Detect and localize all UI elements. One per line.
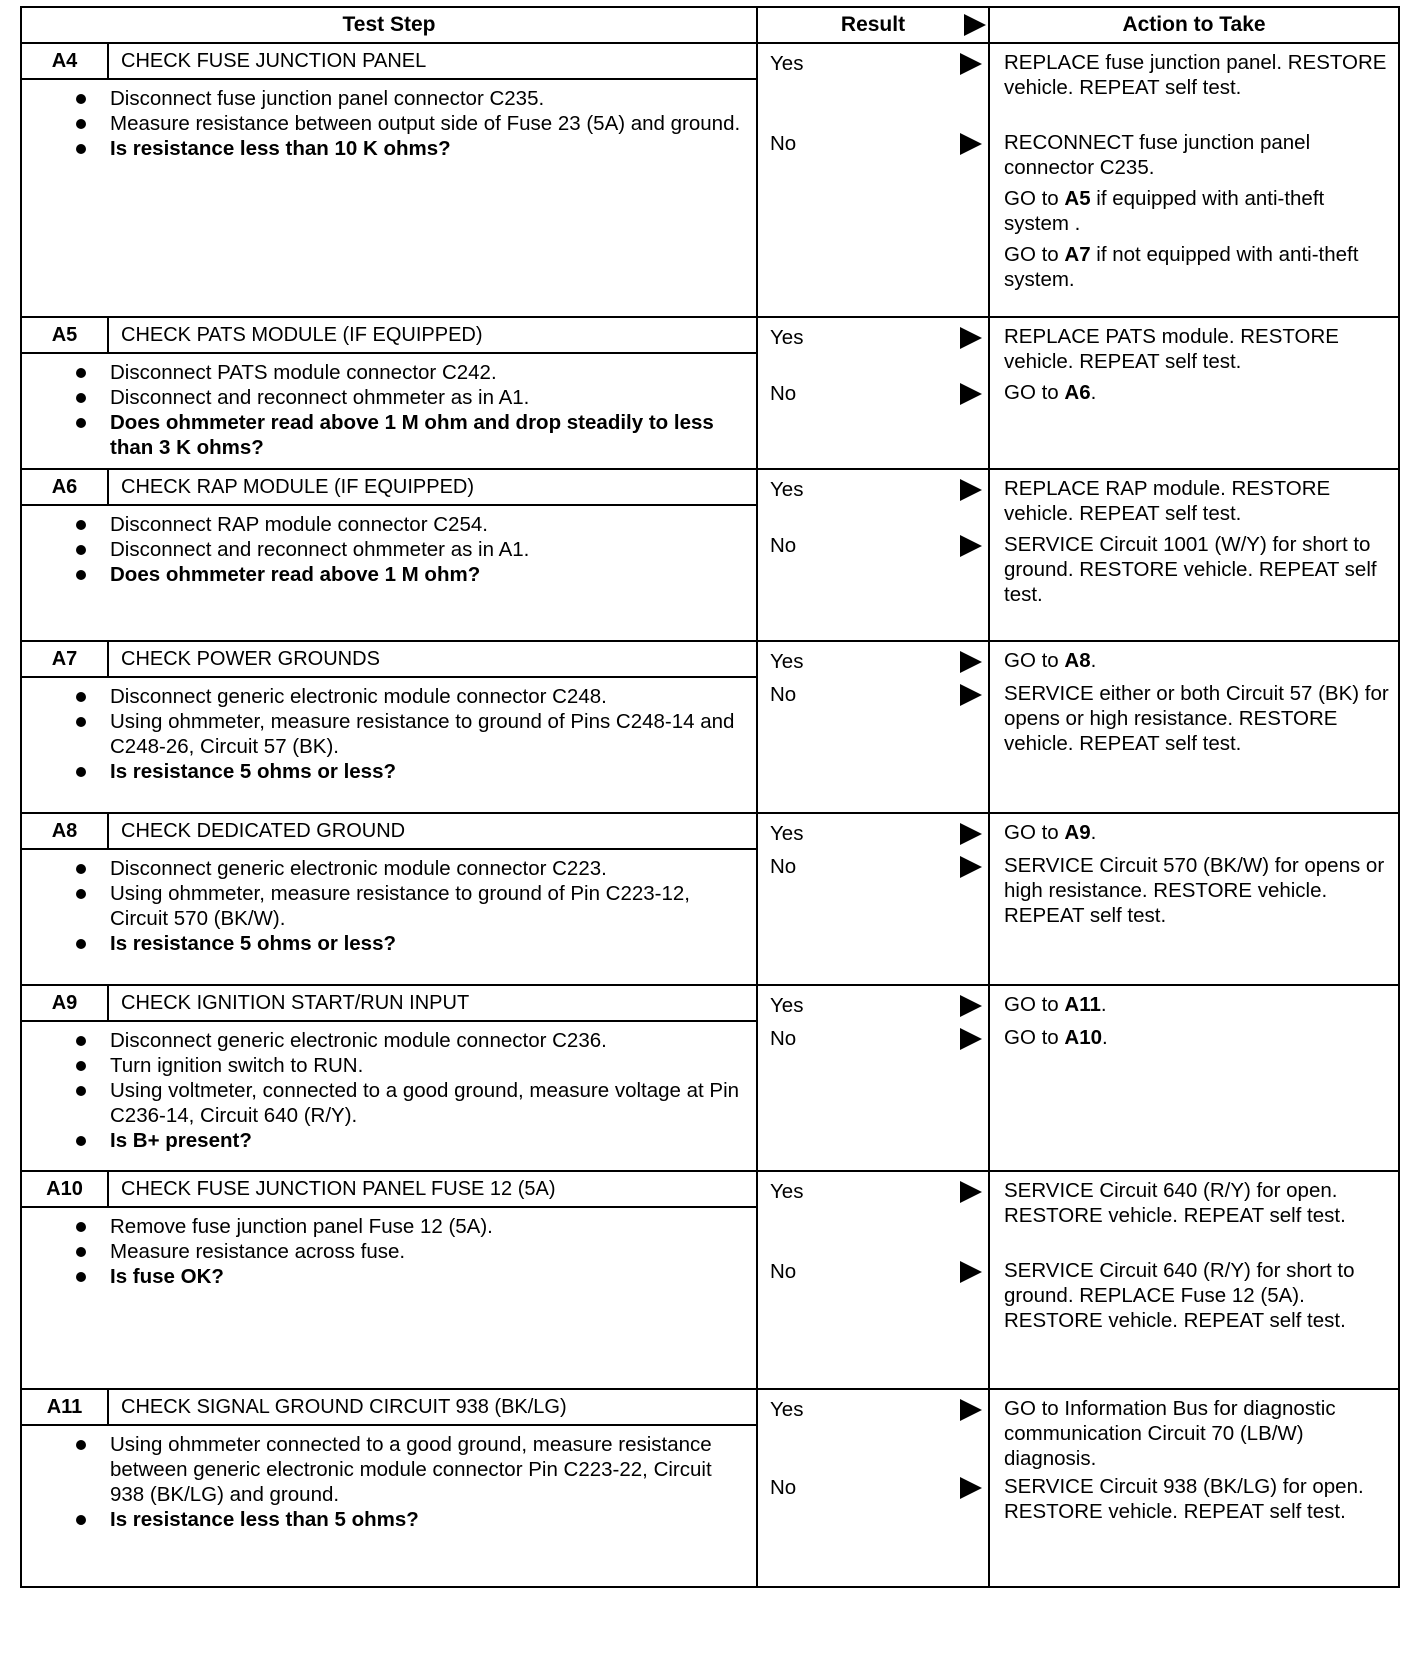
action-text: REPLACE PATS module. RESTORE vehicle. REPEAT self test. — [1004, 325, 1339, 373]
result-cell-a11 — [757, 1389, 989, 1587]
procedure-item: Measure resistance between output side of Fuse 23 (5A) and ground. — [110, 111, 748, 136]
arrow-right-icon — [960, 856, 982, 878]
arrow-right-icon — [960, 535, 982, 557]
arrow-right-icon — [964, 14, 986, 36]
action-cell-a11 — [989, 1389, 1399, 1587]
step-title-row — [21, 641, 1399, 677]
result-label: No — [770, 1260, 797, 1283]
result-label: No — [770, 683, 797, 706]
procedure-item: Using ohmmeter, measure resistance to ground of Pin C223-12, Circuit 570 (BK/W). — [110, 881, 748, 931]
arrow-right-icon — [960, 479, 982, 501]
step-title-row — [21, 985, 1399, 1021]
action-cell-a10 — [989, 1171, 1399, 1389]
step-title-a4: CHECK FUSE JUNCTION PANEL — [108, 43, 757, 79]
arrow-right-icon — [960, 383, 982, 405]
result-no — [770, 1476, 982, 1502]
result-yes — [770, 650, 982, 676]
procedure-question: Is resistance less than 5 ohms? — [110, 1507, 748, 1532]
procedure-list — [110, 1214, 748, 1289]
procedure-question: Is resistance less than 10 K ohms? — [110, 136, 748, 161]
step-procedure-a6 — [21, 505, 757, 641]
step-title-row — [21, 813, 1399, 849]
step-reference: A10 — [1064, 1026, 1102, 1049]
result-cell-a7 — [757, 641, 989, 813]
step-procedure-a5 — [21, 353, 757, 469]
procedure-list — [110, 684, 748, 784]
result-label: No — [770, 382, 797, 405]
procedure-item: Disconnect generic electronic module connector C248. — [110, 684, 748, 709]
result-label: Yes — [770, 650, 804, 673]
result-no — [770, 683, 982, 709]
step-reference: A11 — [1064, 993, 1101, 1016]
result-cell-a6 — [757, 469, 989, 641]
action-cell-a5 — [989, 317, 1399, 469]
result-cell-a10 — [757, 1171, 989, 1389]
result-yes — [770, 478, 982, 504]
result-yes — [770, 326, 982, 352]
procedure-question: Is resistance 5 ohms or less? — [110, 759, 748, 784]
step-title-a10: CHECK FUSE JUNCTION PANEL FUSE 12 (5A) — [108, 1171, 757, 1207]
action-no — [1004, 380, 1394, 411]
action-text: REPLACE RAP module. RESTORE vehicle. REPEAT self test. — [1004, 477, 1331, 525]
procedure-list — [110, 512, 748, 587]
action-yes — [1004, 992, 1394, 1023]
result-yes — [770, 822, 982, 848]
result-label: Yes — [770, 478, 804, 501]
step-title-a9: CHECK IGNITION START/RUN INPUT — [108, 985, 757, 1021]
step-id-a4: A4 — [21, 43, 108, 79]
step-procedure-a4 — [21, 79, 757, 317]
action-text: GO to A9. — [1004, 821, 1097, 844]
action-text: GO to Information Bus for diagnostic communication Circuit 70 (LB/W) diagnosis. — [1004, 1397, 1336, 1470]
procedure-item: Turn ignition switch to RUN. — [110, 1053, 748, 1078]
action-yes — [1004, 648, 1394, 679]
table-body — [21, 43, 1399, 1587]
arrow-right-icon — [960, 995, 982, 1017]
result-no — [770, 132, 982, 158]
step-procedure-a7 — [21, 677, 757, 813]
action-no — [1004, 853, 1394, 934]
arrow-right-icon — [960, 133, 982, 155]
procedure-item: Remove fuse junction panel Fuse 12 (5A). — [110, 1214, 748, 1239]
action-yes — [1004, 476, 1394, 532]
pinpoint-test-table — [20, 6, 1400, 1588]
result-no — [770, 382, 982, 408]
action-text: GO to A8. — [1004, 649, 1097, 672]
action-cell-a6 — [989, 469, 1399, 641]
result-no — [770, 1260, 982, 1286]
arrow-right-icon — [960, 1261, 982, 1283]
step-title-a11: CHECK SIGNAL GROUND CIRCUIT 938 (BK/LG) — [108, 1389, 757, 1425]
step-id-a9: A9 — [21, 985, 108, 1021]
procedure-item: Using ohmmeter connected to a good ground, measure resistance between generic electronic module connector Pin C223-22, Circuit 938 (BK/LG) and ground. — [110, 1432, 748, 1507]
result-yes — [770, 1180, 982, 1206]
action-text: SERVICE Circuit 1001 (W/Y) for short to ground. RESTORE vehicle. REPEAT self test. — [1004, 533, 1377, 606]
action-no — [1004, 130, 1394, 298]
procedure-list — [110, 360, 748, 460]
action-text: GO to A6. — [1004, 381, 1097, 404]
action-text: GO to A10. — [1004, 1026, 1108, 1049]
header-test-step: Test Step — [21, 7, 757, 43]
action-cell-a9 — [989, 985, 1399, 1171]
diagnostic-page — [20, 6, 1398, 1588]
procedure-item: Measure resistance across fuse. — [110, 1239, 748, 1264]
procedure-item: Using voltmeter, connected to a good ground, measure voltage at Pin C236-14, Circuit 640 (R/Y). — [110, 1078, 748, 1128]
action-cell-a7 — [989, 641, 1399, 813]
action-yes — [1004, 1178, 1394, 1234]
result-label: Yes — [770, 52, 804, 75]
result-yes — [770, 994, 982, 1020]
arrow-right-icon — [960, 1181, 982, 1203]
header-result-label: Result — [840, 13, 906, 36]
action-text: SERVICE Circuit 640 (R/Y) for short to ground. REPLACE Fuse 12 (5A). RESTORE vehicle. REPEAT self test. — [1004, 1259, 1355, 1332]
action-text: GO to A7 if not equipped with anti-theft system. — [1004, 243, 1359, 291]
result-yes — [770, 1398, 982, 1424]
procedure-item: Disconnect fuse junction panel connector C235. — [110, 86, 748, 111]
result-label: No — [770, 855, 797, 878]
step-reference: A7 — [1064, 243, 1091, 266]
step-title-row — [21, 469, 1399, 505]
arrow-right-icon — [960, 823, 982, 845]
action-text: SERVICE Circuit 640 (R/Y) for open. RESTORE vehicle. REPEAT self test. — [1004, 1179, 1346, 1227]
action-yes — [1004, 324, 1394, 380]
procedure-item: Disconnect PATS module connector C242. — [110, 360, 748, 385]
procedure-list — [110, 86, 748, 161]
step-procedure-a9 — [21, 1021, 757, 1171]
result-no — [770, 534, 982, 560]
step-title-row — [21, 43, 1399, 79]
step-title-a6: CHECK RAP MODULE (IF EQUIPPED) — [108, 469, 757, 505]
arrow-right-icon — [960, 53, 982, 75]
step-id-a6: A6 — [21, 469, 108, 505]
action-text: SERVICE Circuit 938 (BK/LG) for open. RESTORE vehicle. REPEAT self test. — [1004, 1475, 1364, 1523]
step-procedure-a8 — [21, 849, 757, 985]
result-cell-a4 — [757, 43, 989, 317]
result-cell-a5 — [757, 317, 989, 469]
arrow-right-icon — [960, 684, 982, 706]
procedure-item: Using ohmmeter, measure resistance to ground of Pins C248-14 and C248-26, Circuit 57 (BK). — [110, 709, 748, 759]
procedure-item: Disconnect RAP module connector C254. — [110, 512, 748, 537]
procedure-list — [110, 856, 748, 956]
result-label: No — [770, 534, 797, 557]
procedure-list — [110, 1432, 748, 1532]
result-label: Yes — [770, 1398, 804, 1421]
result-label: Yes — [770, 822, 804, 845]
action-no — [1004, 1025, 1394, 1056]
procedure-item: Disconnect generic electronic module connector C236. — [110, 1028, 748, 1053]
step-id-a7: A7 — [21, 641, 108, 677]
step-title-a5: CHECK PATS MODULE (IF EQUIPPED) — [108, 317, 757, 353]
header-result — [757, 7, 989, 43]
procedure-item: Disconnect and reconnect ohmmeter as in A1. — [110, 537, 748, 562]
result-label: No — [770, 132, 797, 155]
step-title-row — [21, 317, 1399, 353]
step-reference: A8 — [1064, 649, 1091, 672]
arrow-right-icon — [960, 1399, 982, 1421]
action-cell-a8 — [989, 813, 1399, 985]
step-id-a11: A11 — [21, 1389, 108, 1425]
procedure-question: Does ohmmeter read above 1 M ohm and drop steadily to less than 3 K ohms? — [110, 410, 748, 460]
action-no — [1004, 532, 1394, 613]
arrow-right-icon — [960, 327, 982, 349]
result-label: Yes — [770, 994, 804, 1017]
step-title-row — [21, 1389, 1399, 1425]
action-yes — [1004, 820, 1394, 851]
arrow-right-icon — [960, 1028, 982, 1050]
result-label: No — [770, 1476, 797, 1499]
result-label: Yes — [770, 326, 804, 349]
step-reference: A5 — [1064, 187, 1091, 210]
procedure-question: Is fuse OK? — [110, 1264, 748, 1289]
action-text: GO to A11. — [1004, 993, 1107, 1016]
result-cell-a8 — [757, 813, 989, 985]
step-title-a7: CHECK POWER GROUNDS — [108, 641, 757, 677]
action-text: GO to A5 if equipped with anti-theft system . — [1004, 187, 1325, 235]
step-id-a5: A5 — [21, 317, 108, 353]
procedure-question: Is B+ present? — [110, 1128, 748, 1153]
action-no — [1004, 1474, 1394, 1530]
step-reference: A9 — [1064, 821, 1091, 844]
result-yes — [770, 52, 982, 78]
header-action: Action to Take — [989, 7, 1399, 43]
result-no — [770, 1027, 982, 1053]
result-label: No — [770, 1027, 797, 1050]
result-cell-a9 — [757, 985, 989, 1171]
action-text: RECONNECT fuse junction panel connector C235. — [1004, 131, 1311, 179]
result-no — [770, 855, 982, 881]
result-label: Yes — [770, 1180, 804, 1203]
step-id-a8: A8 — [21, 813, 108, 849]
step-title-row — [21, 1171, 1399, 1207]
procedure-item: Disconnect and reconnect ohmmeter as in A1. — [110, 385, 748, 410]
procedure-item: Disconnect generic electronic module connector C223. — [110, 856, 748, 881]
step-id-a10: A10 — [21, 1171, 108, 1207]
action-no — [1004, 1258, 1394, 1339]
procedure-question: Does ohmmeter read above 1 M ohm? — [110, 562, 748, 587]
table-header-row — [21, 7, 1399, 43]
action-cell-a4 — [989, 43, 1399, 317]
action-yes — [1004, 1396, 1394, 1477]
step-procedure-a11 — [21, 1425, 757, 1587]
procedure-list — [110, 1028, 748, 1153]
arrow-right-icon — [960, 1477, 982, 1499]
action-yes — [1004, 50, 1394, 106]
step-reference: A6 — [1064, 381, 1091, 404]
action-text: SERVICE either or both Circuit 57 (BK) for opens or high resistance. RESTORE vehicle. REPEAT self test. — [1004, 682, 1389, 755]
procedure-question: Is resistance 5 ohms or less? — [110, 931, 748, 956]
action-no — [1004, 681, 1394, 762]
action-text: REPLACE fuse junction panel. RESTORE vehicle. REPEAT self test. — [1004, 51, 1387, 99]
step-title-a8: CHECK DEDICATED GROUND — [108, 813, 757, 849]
action-text: SERVICE Circuit 570 (BK/W) for opens or high resistance. RESTORE vehicle. REPEAT self test. — [1004, 854, 1385, 927]
step-procedure-a10 — [21, 1207, 757, 1389]
arrow-right-icon — [960, 651, 982, 673]
